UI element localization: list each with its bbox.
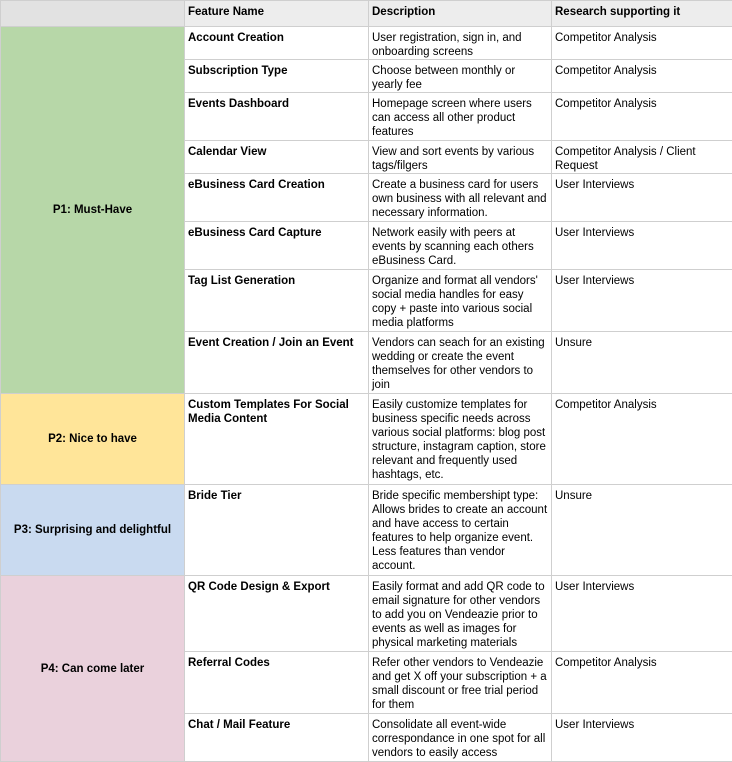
description-cell: User registration, sign in, and onboarding screens: [369, 27, 552, 60]
description-cell: Create a business card for users own business with all relevant and necessary information.: [369, 174, 552, 222]
header-research: Research supporting it: [552, 1, 732, 27]
research-cell: Competitor Analysis: [552, 27, 732, 60]
description-cell: Bride specific membershipt type: Allows brides to create an account and have access to certain features to help organize event. Less features than vendor account.: [369, 485, 552, 576]
feature-name-cell: Events Dashboard: [185, 93, 369, 141]
table-row: [1, 394, 732, 485]
research-cell: User Interviews: [552, 174, 732, 222]
description-cell: Refer other vendors to Vendeazie and get X off your subscription + a small discount or free trial period for them: [369, 652, 552, 714]
priority-p3-cell: P3: Surprising and delightful: [1, 485, 185, 576]
feature-name-cell: Chat / Mail Feature: [185, 714, 369, 762]
feature-name-cell: eBusiness Card Creation: [185, 174, 369, 222]
description-cell: View and sort events by various tags/filgers: [369, 141, 552, 174]
research-cell: Unsure: [552, 485, 732, 576]
feature-name-cell: eBusiness Card Capture: [185, 222, 369, 270]
feature-name-cell: Custom Templates For Social Media Content: [185, 394, 369, 485]
research-cell: Competitor Analysis: [552, 60, 732, 93]
feature-name-cell: Tag List Generation: [185, 270, 369, 332]
description-cell: Vendors can seach for an existing wedding or create the event themselves for other vendors to join: [369, 332, 552, 394]
feature-name-cell: Subscription Type: [185, 60, 369, 93]
description-cell: Organize and format all vendors' social media handles for easy copy + paste into various social media platforms: [369, 270, 552, 332]
research-cell: User Interviews: [552, 222, 732, 270]
header-row: [1, 1, 732, 27]
feature-name-cell: Referral Codes: [185, 652, 369, 714]
description-cell: Easily customize templates for business specific needs across various social platforms: blog post structure, instagram caption, store relevant and frequently used hashtags, etc.: [369, 394, 552, 485]
research-cell: Competitor Analysis: [552, 652, 732, 714]
research-cell: Competitor Analysis: [552, 394, 732, 485]
research-cell: Competitor Analysis / Client Request: [552, 141, 732, 174]
description-cell: Network easily with peers at events by scanning each others eBusiness Card.: [369, 222, 552, 270]
feature-name-cell: Calendar View: [185, 141, 369, 174]
description-cell: Consolidate all event-wide correspondance in one spot for all vendors to easily access: [369, 714, 552, 762]
research-cell: User Interviews: [552, 270, 732, 332]
description-cell: Homepage screen where users can access all other product features: [369, 93, 552, 141]
research-cell: Competitor Analysis: [552, 93, 732, 141]
priority-p1-cell: P1: Must-Have: [1, 27, 185, 394]
header-priority: [1, 1, 185, 27]
header-feature-name: Feature Name: [185, 1, 369, 27]
feature-name-cell: Event Creation / Join an Event: [185, 332, 369, 394]
description-cell: Easily format and add QR code to email signature for other vendors to add you on Vendeazie prior to events as well as images for physical marketing materials: [369, 576, 552, 652]
table-row: [1, 576, 732, 652]
description-cell: Choose between monthly or yearly fee: [369, 60, 552, 93]
research-cell: User Interviews: [552, 576, 732, 652]
research-cell: Unsure: [552, 332, 732, 394]
table-row: [1, 27, 732, 60]
header-description: Description: [369, 1, 552, 27]
feature-name-cell: Account Creation: [185, 27, 369, 60]
priority-p4-cell: P4: Can come later: [1, 576, 185, 762]
priority-p2-cell: P2: Nice to have: [1, 394, 185, 485]
table-row: [1, 485, 732, 576]
feature-name-cell: Bride Tier: [185, 485, 369, 576]
feature-name-cell: QR Code Design & Export: [185, 576, 369, 652]
research-cell: User Interviews: [552, 714, 732, 762]
